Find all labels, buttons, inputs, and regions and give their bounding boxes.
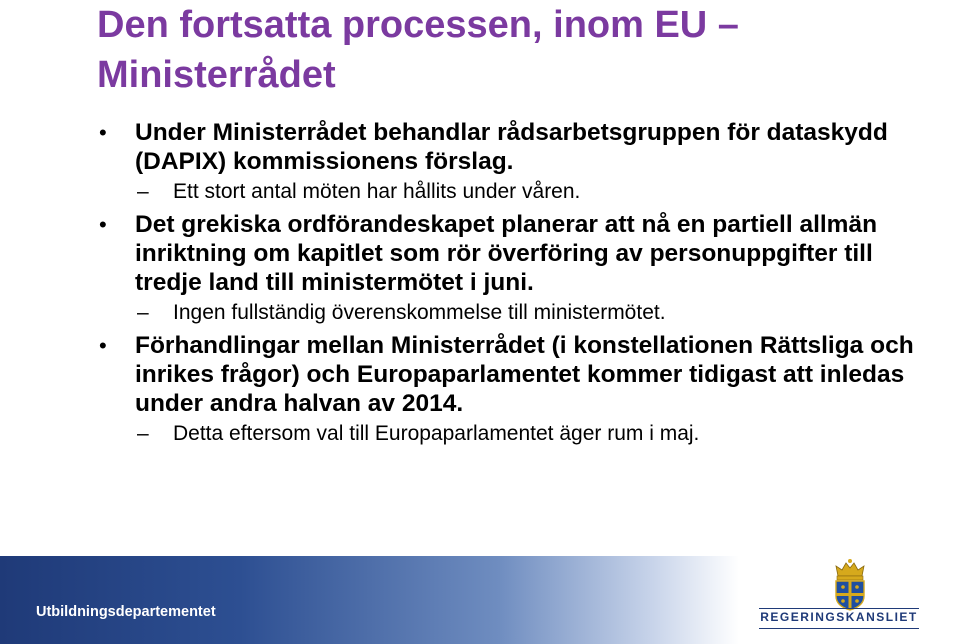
logo-text: REGERINGSKANSLIET	[760, 610, 918, 624]
slide-content	[97, 118, 942, 452]
sub-bullet-item	[97, 299, 942, 327]
sub-bullet-text: Ingen fullständig överenskommelse till ministermötet.	[173, 301, 666, 324]
sub-bullet-marker: –	[137, 180, 149, 203]
bullet-item	[97, 331, 942, 418]
bullet-item	[97, 210, 942, 297]
bullet-text: Under Ministerrådet behandlar rådsarbetsgruppen för dataskydd (DAPIX) kommissionens förslag.	[135, 119, 888, 175]
sub-bullet-marker: –	[137, 301, 149, 324]
department-name: Utbildningsdepartementet	[36, 604, 216, 620]
sub-bullet-item	[97, 420, 942, 448]
sub-bullet-item	[97, 178, 942, 206]
slide-title: Den fortsatta processen, inom EU – Ministerrådet	[97, 4, 739, 96]
logo-rule-bottom	[759, 628, 919, 629]
sub-bullet-text: Ett stort antal möten har hållits under våren.	[173, 180, 581, 203]
bullet-marker: •	[99, 212, 107, 237]
bullet-item	[97, 118, 942, 176]
bullet-marker: •	[99, 333, 107, 358]
bullet-marker: •	[99, 120, 107, 145]
bullet-text: Förhandlingar mellan Ministerrådet (i konstellationen Rättsliga och inrikes frågor) och Europaparlamentet kommer tidigast att inledas under andra halvan av 2014.	[135, 332, 914, 417]
bullet-text: Det grekiska ordförandeskapet planerar att nå en partiell allmän inriktning om kapitlet som rör överföring av personuppgifter till tredje land till ministermötet i juni.	[135, 211, 878, 296]
sub-bullet-marker: –	[137, 422, 149, 445]
logo-rule-top	[759, 608, 919, 609]
sub-bullet-text: Detta eftersom val till Europaparlamentet äger rum i maj.	[173, 422, 700, 445]
